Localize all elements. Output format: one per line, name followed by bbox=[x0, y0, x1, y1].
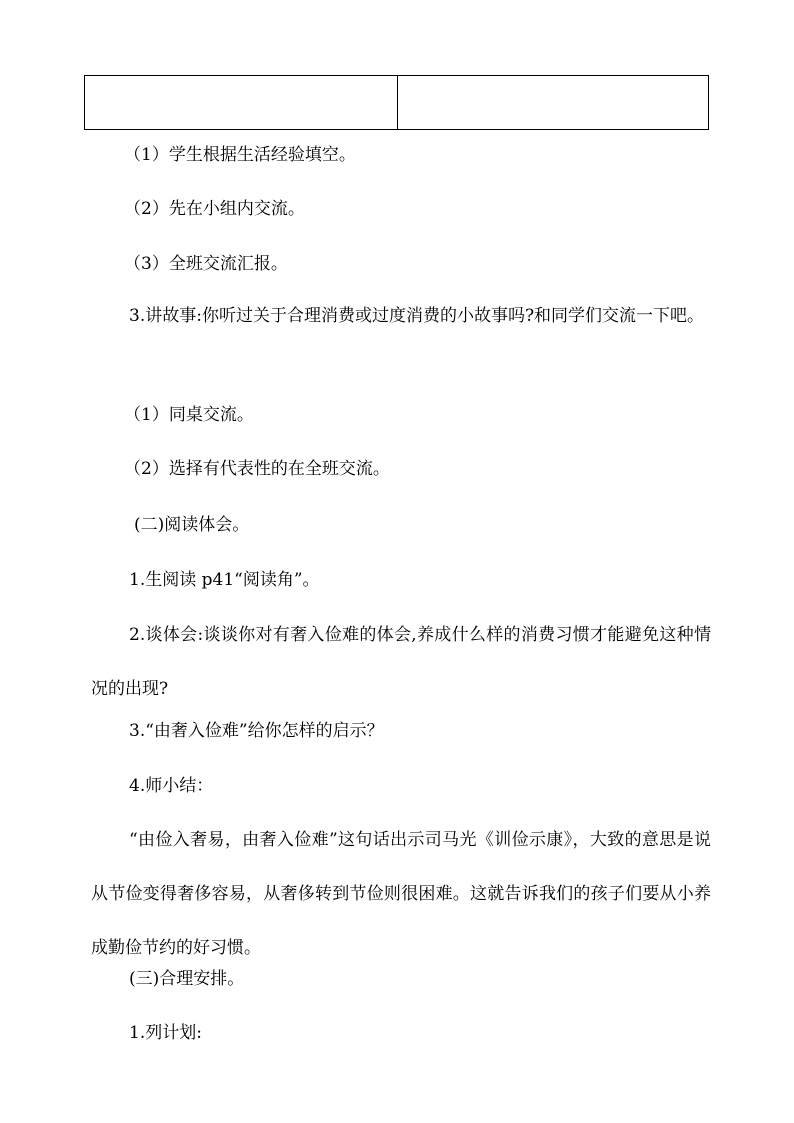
table-cell-left bbox=[85, 76, 398, 130]
paragraph-inspiration: 3.“由奢入俭难”给你怎样的启示？ bbox=[129, 721, 384, 741]
paragraph-summary-text: “由俭入奢易，由奢入俭难”这句话出示司马光《训俭示康》，大致的意思是说从节俭变得奢侈容易，从奢侈转到节俭则很困难。这就告诉我们的孩子们要从小养成勤俭节约的好习惯。 bbox=[91, 830, 711, 958]
paragraph-read-corner: 1.生阅读 p41“阅读角”。 bbox=[129, 570, 320, 590]
table-cell-right bbox=[398, 76, 709, 130]
paragraph-make-plan: 1.列计划: bbox=[129, 1023, 202, 1043]
paragraph-class-report: （3）全班交流汇报。 bbox=[124, 254, 288, 274]
paragraph-teacher-summary: 4.师小结： bbox=[129, 776, 214, 796]
top-table bbox=[84, 75, 709, 130]
paragraph-representative: （2）选择有代表性的在全班交流。 bbox=[124, 459, 390, 479]
table-row bbox=[85, 76, 709, 130]
paragraph-story: 3.讲故事:你听过关于合理消费或过度消费的小故事吗?和同学们交流一下吧。 bbox=[129, 306, 705, 326]
paragraph-experience: 2.谈体会:谈谈你对有奢入俭难的体会,养成什么样的消费习惯才能避免这种情况的出现? bbox=[91, 625, 711, 699]
paragraph-group-exchange: （2）先在小组内交流。 bbox=[124, 199, 305, 219]
section-heading-reading: (二)阅读体会。 bbox=[134, 515, 250, 535]
paragraph-fill-blank: （1）学生根据生活经验填空。 bbox=[124, 145, 356, 165]
paragraph-deskmate: （1）同桌交流。 bbox=[124, 405, 254, 425]
section-heading-arrangement: (三)合理安排。 bbox=[129, 969, 245, 989]
